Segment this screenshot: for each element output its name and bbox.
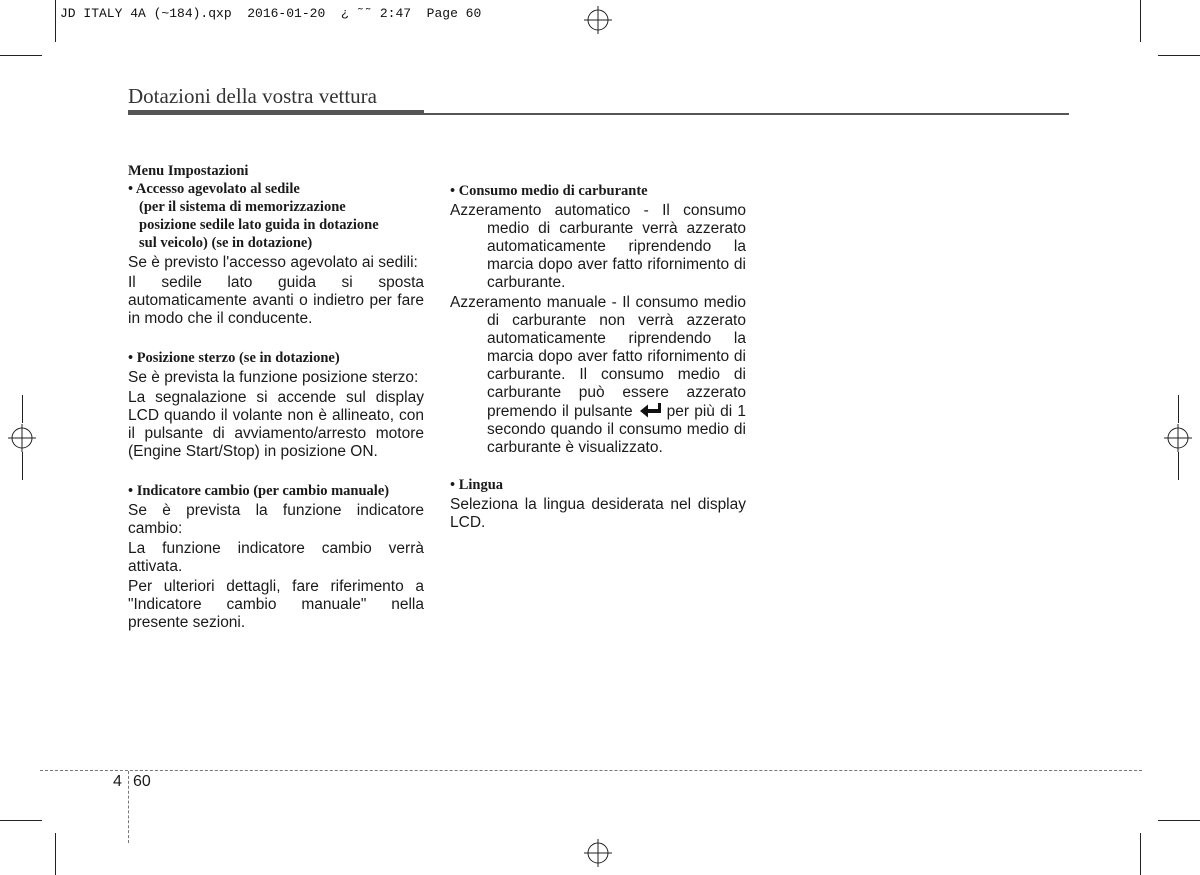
enter-key-icon [639,402,663,419]
footer-rule [40,770,1142,771]
paragraph-auto-reset: Azzeramento automatico - Il consumo medio di carburante verrà azzerato automaticamente riprendendo la marcia dopo aver fatto rifornimento di carburante. [450,202,746,291]
page-header-title: Dotazioni della vostra vettura [128,84,377,108]
paragraph: Se è prevista la funzione posizione sterzo: [128,369,419,386]
paragraph: La segnalazione si accende sul display LCD quando il volante non è allineato, con il pulsante di avviamento/arresto motore (Engine Start/Stop) in posizione ON. [128,389,424,460]
paragraph-manual-reset [450,294,746,457]
section-subheading: sul veicolo) (se in dotazione) [139,235,313,251]
left-column [128,162,424,633]
section-steering-position [128,349,424,461]
paragraph: Per ulteriori dettagli, fare riferimento a "Indicatore cambio manuale" nella presente sezioni. [128,578,424,631]
manual-reset-text-after: per più di 1 secondo quando il consumo medio di carburante è visualizzato. [487,403,746,456]
menu-title: Menu Impostazioni [128,163,249,179]
manual-reset-text: Azzeramento manuale - Il consumo medio di carburante non verrà azzerato automaticamente riprendendo la marcia dopo aver fatto rifornimento di carburante. Il consumo medio di carburante può essere azzerato premendo il pulsante [450,294,746,420]
paragraph: Seleziona la lingua desiderata nel display LCD. [450,496,746,531]
section-language [450,476,746,532]
section-fuel-consumption [450,182,746,457]
header-rule [128,110,424,115]
section-heading: • Indicatore cambio (per cambio manuale) [128,483,390,499]
section-heading: • Lingua [450,477,504,493]
header-rule-thin [424,113,1069,115]
right-column [450,182,746,533]
section-number: 4 [113,773,122,790]
registration-target-left-icon [8,424,36,452]
section-subheading: posizione sedile lato guida in dotazione [139,217,379,233]
registration-target-bottom-icon [584,839,612,867]
registration-target-top-icon [584,6,612,34]
paragraph: Se è previsto l'accesso agevolato ai sedili: [128,254,418,271]
section-heading: • Consumo medio di carburante [450,183,648,199]
page-number: 60 [133,773,151,790]
print-slug: JD ITALY 4A (~184).qxp 2016-01-20 ¿ ˜˜ 2:47 Page 60 [60,6,482,21]
paragraph: Il sedile lato guida si sposta automaticamente avanti o indietro per fare in modo che il conducente. [128,274,424,327]
section-seat-access [128,180,424,328]
section-gear-indicator [128,482,424,632]
paragraph: Se è prevista la funzione indicatore cambio: [128,502,424,537]
section-subheading: (per il sistema di memorizzazione [139,199,346,215]
section-heading: • Accesso agevolato al sedile [128,181,300,197]
footer-divider [128,771,129,843]
registration-target-right-icon [1164,424,1192,452]
paragraph: La funzione indicatore cambio verrà attivata. [128,540,424,575]
section-heading: • Posizione sterzo (se in dotazione) [128,350,340,366]
